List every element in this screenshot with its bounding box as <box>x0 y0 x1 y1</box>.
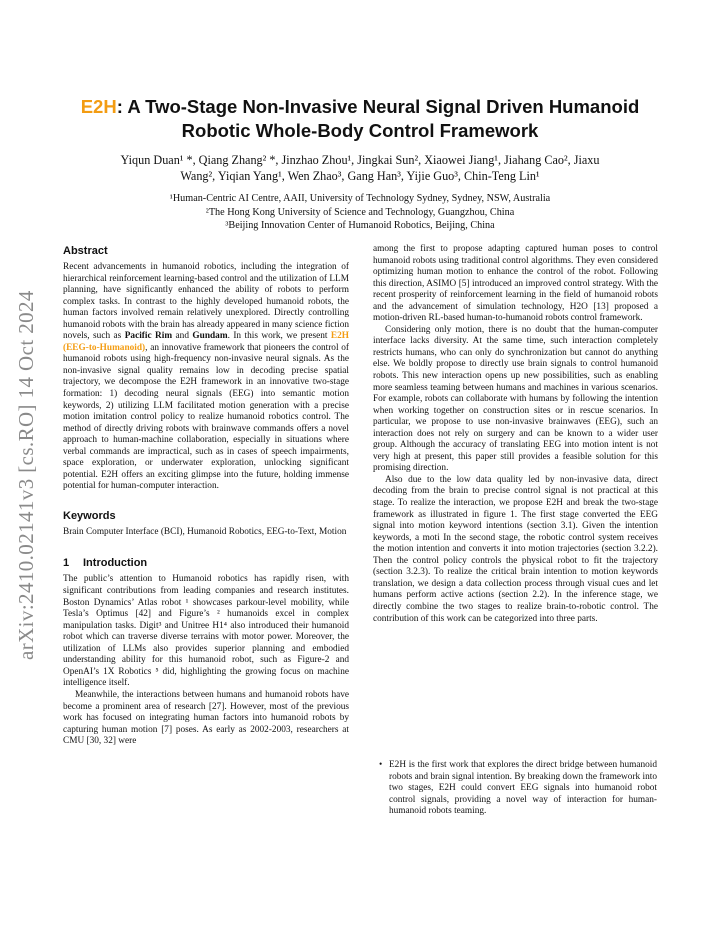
section-title: Introduction <box>83 557 148 570</box>
authors-line-1: Yiqun Duan¹ *, Qiang Zhang² *, Jinzhao Zhou¹, Jingkai Sun², Xiaowei Jiang¹, Jiahang Cao², Jiaxu <box>120 153 600 167</box>
abstract-bold-1: Pacific Rim <box>124 331 173 342</box>
right-column <box>373 244 658 625</box>
keywords-heading: Keywords <box>63 509 116 522</box>
right-paragraph-3: Also due to the low data quality led by non-invasive data, direct decoding from the brain to precise control signal is not practical at this stage. To realize the interaction, we propose E2H and break the two-stage framework as illustrated in figure 1. The first stage converted the EEG signal into motion keyword intentions (section 3.1). Given the intention keywords, a moti In the second stage, the robotic control system receives the motion intention and converts it into motion trajectories (section 3.2.2). Then the control policy controls the physical robot to fit the trajectory (section 3.2.3). To realize the critical brain intention to motion keywords translation, we design a data collection process through visual cues and let humans perform active actions (section 2.2). In the inference stage, we directly combine the two stages to realize brain-to-robotic control. The contribution of this work can be categorized into three parts. <box>373 474 658 624</box>
intro-paragraph-1: The public’s attention to Humanoid robotics has rapidly risen, with significant contributions from leading companies and research institutes. Boston Dynamics’ Atlas robot ¹ showcases parkour-level mobility, while Tesla’s Optimus [42] and Figure’s ² humanoids excel in complex manipulation tasks. Digit³ and Unitree H1⁴ also introduced their humanoid robot which can traverse diverse terrains with motor power. Moreover, the utilization of LLMs also provides superior planning and embodied understanding ability for this humanoid robot, such as Figure-2 and OpenAI’s 1X Robotics ⁵ did, highlighting the growing focus on machine intelligence itself. <box>63 574 349 689</box>
abstract-text-3: , an innovative framework that pioneers the control of humanoid robots using high-frequency non-invasive neural signals. As the non-invasive signal quality remains low in decoding precise spatial trajectory, we decompose the E2H framework in an innovative two-stage formation: 1) decoding neural signals (EEG) into semantic motion keywords, 2) utilizing LLM facilitated motion generation with a precise motion imitation control policy to realize humanoid robotics control. The method of directly driving robots with brainwave commands offers a novel approach to human-machine collaboration, especially in situations where verbal commands are impractical, such as in cases of speech impairments, space exploration, or underwater exploration, unlocking significant potential. E2H offers an exciting glimpse into the future, holding immense potential for human-computer interaction. <box>63 342 349 492</box>
title-rest: : A Two-Stage Non-Invasive Neural Signal Driven Humanoid Robotic Whole-Body Control Framework <box>116 96 640 141</box>
section-number: 1 <box>63 557 70 570</box>
title-highlight: E2H <box>80 96 117 117</box>
section-1-heading <box>63 556 349 570</box>
author-list <box>60 152 660 184</box>
affiliation-1: ¹Human-Centric AI Centre, AAII, University of Technology Sydney, Sydney, NSW, Australia <box>169 193 551 204</box>
abstract-heading: Abstract <box>63 245 108 257</box>
abstract-bold-2: Gundam <box>192 331 228 342</box>
arxiv-sidebar-stamp: arXiv:2410.02141v3 [cs.RO] 14 Oct 2024 <box>14 290 38 660</box>
left-column <box>63 244 349 748</box>
abstract-and: and <box>172 331 193 342</box>
abstract-text-1: Recent advancements in humanoid robotics, including the integration of hierarchical reinforcement learning-based control and the utilization of LLM planning, have significantly enhanced the ability of robots to perform complex tasks. In contrast to the highly developed humanoid robots, the human factors involved remain relatively unexplored. Directly controlling humanoid robots with the brain has already appeared in many science fiction novels, such as <box>63 262 349 342</box>
right-paragraph-2: Considering only motion, there is no doubt that the human-computer interface lacks diversity. At the same time, such interaction completely restricts humans, who can only do synchronization but cannot do anything else. We boldly propose to directly use brain signals to control humanoid robots. This new interaction opens up new possibilities, such as enabling more seamless teaming between humans and machines in various scenarios. For example, robots can collaborate with humans by following the intention when working together on construction sites or in rescue scenarios. In particular, we propose to use non-invasive brainwaves (EEG), such an interaction does not rely on surgery and can be known to a wider user group. Although the accuracy of translating EEG into motion intent is not very high at present, this paper still provides a feasible solution for this promising direction. <box>373 324 658 474</box>
abstract-body <box>63 262 349 493</box>
affiliation-2: ²The Hong Kong University of Science and Technology, Guangzhou, China <box>205 206 515 218</box>
e2h-link[interactable]: E2H (EEG-to-Humanoid) <box>63 331 349 353</box>
authors-line-2: Wang², Yiqian Yang¹, Wen Zhao³, Gang Han³, Yijie Guo³, Chin-Teng Lin¹ <box>180 169 540 183</box>
bullet-icon: • <box>379 760 383 770</box>
affiliation-3: ³Beijing Innovation Center of Humanoid Robotics, Beijing, China <box>225 220 495 231</box>
affiliations <box>60 192 660 233</box>
intro-paragraph-2: Meanwhile, the interactions between humans and humanoid robots have become a prominent area of research [27]. However, most of the previous work has focused on integrating human factors into humanoid robots by capturing human motion [7] poses. As early as 2002-2003, researchers at CMU [30, 32] were <box>63 689 349 747</box>
keywords-text: Brain Computer Interface (BCI), Humanoid Robotics, EEG-to-Text, Motion <box>63 526 347 537</box>
abstract-text-2: . In this work, we present <box>227 331 331 342</box>
paper-title <box>60 95 660 143</box>
right-paragraph-1: among the first to propose adapting captured human poses to control humanoid robots using traditional control algorithms. They even considered optimizing human motion to enhance the control of the robot. Following this direction, ASIMO [5] introduced an improved control strategy. With the recent prosperity of reinforcement learning in the field of humanoid robots and the advancement of simulation technology, H2O [13] proposed a motion-driven RL-based human-to-humanoid robots control framework. <box>373 244 658 324</box>
bullet-text: E2H is the first work that explores the direct bridge between humanoid robots and brain signal intention. By breaking down the framework into two stages, E2H could convert EEG signals into humanoid robot control signals, providing a novel way of interaction for human-humanoid robots teaming. <box>389 760 657 817</box>
contribution-bullet-1 <box>379 760 657 818</box>
